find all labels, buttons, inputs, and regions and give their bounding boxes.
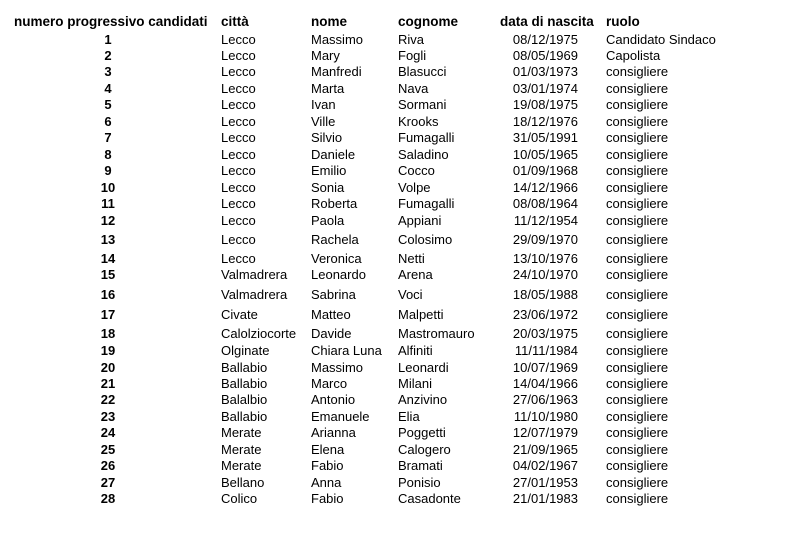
cell-nome: Mary — [311, 48, 340, 63]
cell-numero: 19 — [100, 343, 116, 358]
cell-cognome: Bramati — [398, 458, 443, 473]
header-numero: numero progressivo candidati — [14, 14, 208, 29]
cell-citta: Ballabio — [221, 376, 268, 391]
cell-citta: Lecco — [221, 232, 256, 247]
cell-nome: Roberta — [311, 196, 358, 211]
cell-cognome: Milani — [398, 376, 432, 391]
cell-ruolo: consigliere — [606, 343, 669, 358]
cell-cognome: Appiani — [398, 213, 442, 228]
cell-numero: 11 — [101, 196, 115, 211]
cell-nome: Fabio — [311, 458, 344, 473]
cell-nome: Emilio — [311, 163, 347, 178]
cell-nome: Massimo — [311, 32, 364, 47]
cell-numero: 16 — [100, 287, 116, 302]
cell-numero: 21 — [100, 376, 116, 391]
cell-numero: 23 — [100, 409, 116, 424]
cell-ruolo: Candidato Sindaco — [606, 32, 716, 47]
cell-citta: Lecco — [221, 64, 256, 79]
cell-citta: Ballabio — [221, 409, 268, 424]
cell-citta: Lecco — [221, 114, 256, 129]
cell-numero: 7 — [104, 130, 112, 145]
cell-data-nascita: 21/01/1983 — [512, 491, 578, 506]
header-data-nascita: data di nascita — [500, 14, 594, 29]
cell-ruolo: consigliere — [606, 376, 669, 391]
cell-data-nascita: 01/09/1968 — [512, 163, 578, 178]
header-ruolo: ruolo — [606, 14, 640, 29]
cell-citta: Lecco — [221, 97, 256, 112]
cell-ruolo: consigliere — [606, 326, 669, 341]
cell-data-nascita: 11/10/1980 — [513, 409, 578, 424]
cell-cognome: Fogli — [398, 48, 427, 63]
cell-citta: Lecco — [221, 48, 256, 63]
cell-ruolo: consigliere — [606, 81, 669, 96]
cell-citta: Valmadrera — [221, 267, 288, 282]
cell-nome: Emanuele — [311, 409, 370, 424]
cell-cognome: Voci — [398, 287, 423, 302]
cell-cognome: Fumagalli — [398, 196, 455, 211]
cell-data-nascita: 03/01/1974 — [512, 81, 578, 96]
cell-cognome: Calogero — [398, 442, 451, 457]
cell-data-nascita: 08/08/1964 — [512, 196, 578, 211]
cell-cognome: Netti — [398, 251, 425, 266]
cell-cognome: Sormani — [398, 97, 447, 112]
cell-cognome: Anzivino — [398, 392, 448, 407]
cell-citta: Olginate — [221, 343, 270, 358]
cell-citta: Lecco — [221, 32, 256, 47]
cell-citta: Lecco — [221, 81, 256, 96]
cell-ruolo: Capolista — [606, 48, 661, 63]
cell-data-nascita: 10/07/1969 — [512, 360, 578, 375]
cell-numero: 24 — [100, 425, 116, 440]
cell-nome: Marco — [311, 376, 348, 391]
cell-cognome: Fumagalli — [398, 130, 455, 145]
cell-ruolo: consigliere — [606, 251, 669, 266]
cell-numero: 12 — [100, 213, 116, 228]
cell-nome: Davide — [311, 326, 352, 341]
cell-ruolo: consigliere — [606, 196, 669, 211]
cell-ruolo: consigliere — [606, 267, 669, 282]
cell-nome: Sonia — [311, 180, 345, 195]
cell-ruolo: consigliere — [606, 180, 669, 195]
cell-nome: Veronica — [311, 251, 362, 266]
cell-nome: Marta — [311, 81, 345, 96]
cell-ruolo: consigliere — [606, 425, 669, 440]
cell-ruolo: consigliere — [606, 360, 669, 375]
cell-ruolo: consigliere — [606, 232, 669, 247]
cell-ruolo: consigliere — [606, 97, 669, 112]
cell-numero: 26 — [100, 458, 116, 473]
cell-nome: Ville — [311, 114, 336, 129]
cell-data-nascita: 31/05/1991 — [512, 130, 578, 145]
cell-numero: 17 — [100, 307, 116, 322]
cell-data-nascita: 27/01/1953 — [512, 475, 578, 490]
header-cognome: cognome — [398, 14, 459, 29]
cell-nome: Daniele — [311, 147, 356, 162]
cell-cognome: Mastromauro — [398, 326, 475, 341]
cell-citta: Lecco — [221, 196, 256, 211]
cell-data-nascita: 11/12/1954 — [513, 213, 578, 228]
cell-nome: Paola — [311, 213, 345, 228]
cell-cognome: Arena — [398, 267, 433, 282]
cell-citta: Merate — [221, 442, 262, 457]
cell-citta: Colico — [221, 491, 258, 506]
cell-ruolo: consigliere — [606, 392, 669, 407]
cell-citta: Merate — [221, 425, 262, 440]
cell-data-nascita: 14/12/1966 — [512, 180, 578, 195]
cell-cognome: Colosimo — [398, 232, 453, 247]
cell-nome: Ivan — [311, 97, 336, 112]
cell-nome: Silvio — [311, 130, 343, 145]
cell-data-nascita: 14/04/1966 — [512, 376, 578, 391]
cell-citta: Lecco — [221, 251, 256, 266]
cell-numero: 14 — [100, 251, 116, 266]
cell-nome: Matteo — [311, 307, 351, 322]
cell-cognome: Casadonte — [398, 491, 461, 506]
cell-data-nascita: 08/12/1975 — [512, 32, 578, 47]
cell-cognome: Poggetti — [398, 425, 446, 440]
cell-ruolo: consigliere — [606, 147, 669, 162]
cell-numero: 20 — [100, 360, 116, 375]
cell-citta: Bellano — [221, 475, 265, 490]
cell-nome: Massimo — [311, 360, 364, 375]
cell-ruolo: consigliere — [606, 442, 669, 457]
header-nome: nome — [311, 14, 348, 29]
cell-data-nascita: 18/12/1976 — [512, 114, 578, 129]
cell-nome: Sabrina — [311, 287, 356, 302]
cell-citta: Ballabio — [221, 360, 268, 375]
cell-numero: 9 — [104, 163, 112, 178]
cell-cognome: Malpetti — [398, 307, 444, 322]
cell-citta: Merate — [221, 458, 262, 473]
cell-ruolo: consigliere — [606, 458, 669, 473]
cell-ruolo: consigliere — [606, 213, 669, 228]
cell-cognome: Ponisio — [398, 475, 441, 490]
cell-numero: 1 — [104, 32, 112, 47]
cell-nome: Anna — [311, 475, 342, 490]
cell-numero: 13 — [100, 232, 116, 247]
cell-ruolo: consigliere — [606, 475, 669, 490]
cell-ruolo: consigliere — [606, 287, 669, 302]
cell-numero: 6 — [104, 114, 112, 129]
cell-data-nascita: 08/05/1969 — [512, 48, 578, 63]
cell-cognome: Leonardi — [398, 360, 449, 375]
cell-data-nascita: 13/10/1976 — [512, 251, 578, 266]
cell-nome: Rachela — [311, 232, 359, 247]
cell-citta: Lecco — [221, 163, 256, 178]
cell-citta: Valmadrera — [221, 287, 288, 302]
cell-numero: 28 — [100, 491, 116, 506]
cell-nome: Manfredi — [311, 64, 362, 79]
cell-ruolo: consigliere — [606, 307, 669, 322]
cell-citta: Lecco — [221, 213, 256, 228]
cell-data-nascita: 20/03/1975 — [512, 326, 578, 341]
cell-citta: Balalbio — [221, 392, 268, 407]
cell-numero: 22 — [100, 392, 116, 407]
cell-numero: 10 — [100, 180, 116, 195]
cell-data-nascita: 21/09/1965 — [512, 442, 578, 457]
cell-ruolo: consigliere — [606, 114, 669, 129]
cell-nome: Leonardo — [311, 267, 366, 282]
cell-cognome: Saladino — [398, 147, 449, 162]
cell-ruolo: consigliere — [606, 491, 669, 506]
header-citta: città — [221, 14, 249, 29]
cell-numero: 27 — [100, 475, 116, 490]
cell-nome: Chiara Luna — [311, 343, 382, 358]
cell-data-nascita: 27/06/1963 — [512, 392, 578, 407]
cell-numero: 25 — [100, 442, 116, 457]
cell-ruolo: consigliere — [606, 130, 669, 145]
cell-data-nascita: 10/05/1965 — [512, 147, 578, 162]
cell-citta: Calolziocorte — [221, 326, 297, 341]
cell-numero: 15 — [100, 267, 116, 282]
cell-cognome: Nava — [398, 81, 429, 96]
cell-nome: Elena — [311, 442, 345, 457]
cell-cognome: Elia — [398, 409, 420, 424]
cell-data-nascita: 23/06/1972 — [512, 307, 578, 322]
cell-cognome: Cocco — [398, 163, 435, 178]
cell-data-nascita: 18/05/1988 — [512, 287, 578, 302]
cell-cognome: Alfiniti — [398, 343, 433, 358]
cell-data-nascita: 24/10/1970 — [512, 267, 578, 282]
cell-citta: Lecco — [221, 130, 256, 145]
cell-ruolo: consigliere — [606, 163, 669, 178]
cell-citta: Civate — [221, 307, 258, 322]
cell-numero: 4 — [104, 81, 112, 96]
cell-data-nascita: 01/03/1973 — [512, 64, 578, 79]
cell-numero: 3 — [104, 64, 112, 79]
cell-ruolo: consigliere — [606, 64, 669, 79]
cell-numero: 8 — [104, 147, 112, 162]
cell-cognome: Krooks — [398, 114, 439, 129]
cell-cognome: Blasucci — [398, 64, 447, 79]
cell-nome: Arianna — [311, 425, 356, 440]
cell-data-nascita: 19/08/1975 — [512, 97, 578, 112]
cell-nome: Antonio — [311, 392, 356, 407]
cell-ruolo: consigliere — [606, 409, 669, 424]
cell-numero: 2 — [104, 48, 112, 63]
cell-citta: Lecco — [221, 147, 256, 162]
cell-cognome: Riva — [398, 32, 425, 47]
cell-citta: Lecco — [221, 180, 256, 195]
cell-data-nascita: 04/02/1967 — [512, 458, 578, 473]
cell-numero: 18 — [100, 326, 116, 341]
cell-data-nascita: 12/07/1979 — [512, 425, 578, 440]
cell-cognome: Volpe — [398, 180, 431, 195]
cell-nome: Fabio — [311, 491, 344, 506]
cell-data-nascita: 29/09/1970 — [512, 232, 578, 247]
cell-numero: 5 — [104, 97, 112, 112]
cell-data-nascita: 11/11/1984 — [514, 343, 578, 358]
